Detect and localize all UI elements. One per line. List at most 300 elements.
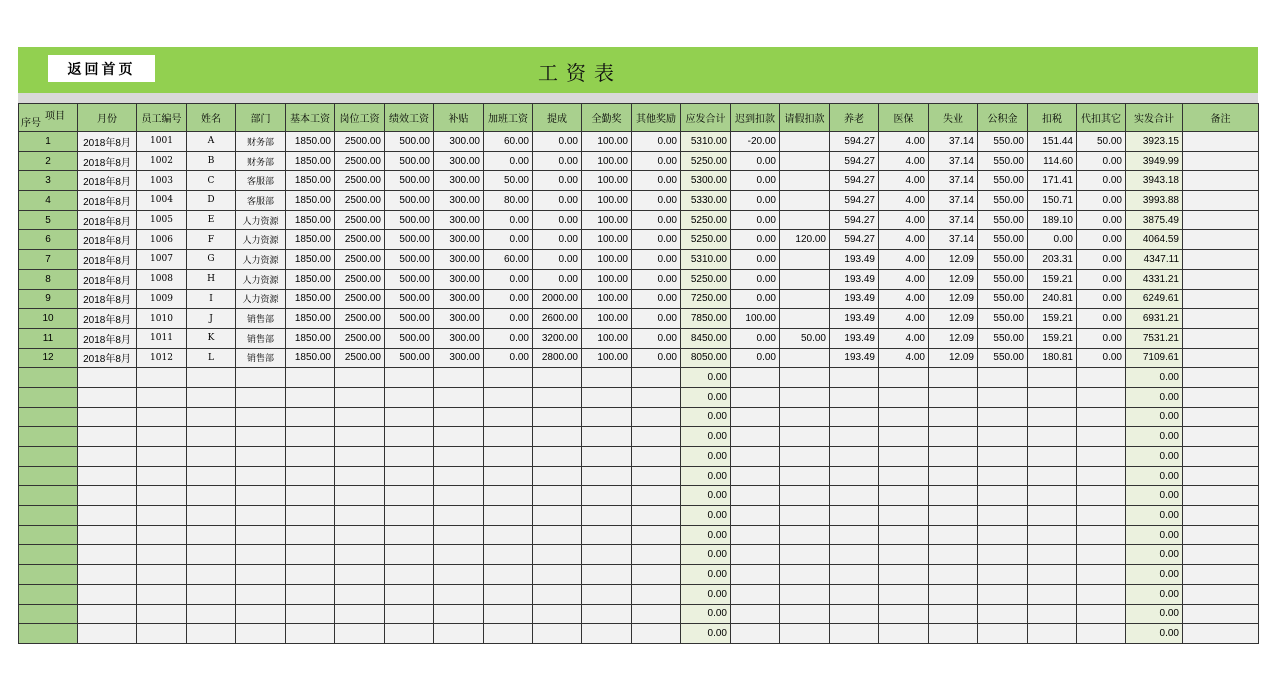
- table-cell[interactable]: [879, 447, 929, 467]
- table-cell[interactable]: [929, 525, 978, 545]
- table-cell[interactable]: 5250.00: [681, 151, 731, 171]
- table-cell[interactable]: 0.00: [681, 545, 731, 565]
- table-cell[interactable]: 150.71: [1028, 191, 1077, 211]
- table-cell[interactable]: 500.00: [385, 289, 434, 309]
- table-cell[interactable]: [830, 565, 879, 585]
- table-cell[interactable]: [929, 506, 978, 526]
- table-cell[interactable]: [187, 525, 236, 545]
- table-cell[interactable]: 193.49: [830, 328, 879, 348]
- table-cell[interactable]: 5250.00: [681, 230, 731, 250]
- table-cell[interactable]: 100.00: [731, 309, 780, 329]
- table-cell[interactable]: [830, 545, 879, 565]
- table-cell[interactable]: [929, 545, 978, 565]
- table-cell[interactable]: [1183, 525, 1259, 545]
- table-cell[interactable]: 3875.49: [1126, 210, 1183, 230]
- table-cell[interactable]: [830, 387, 879, 407]
- table-cell[interactable]: 0.00: [533, 171, 582, 191]
- table-cell[interactable]: [929, 447, 978, 467]
- table-cell[interactable]: [879, 545, 929, 565]
- table-cell[interactable]: [137, 466, 187, 486]
- table-cell[interactable]: [978, 427, 1028, 447]
- table-cell[interactable]: 0.00: [1077, 269, 1126, 289]
- table-cell[interactable]: [879, 486, 929, 506]
- table-cell[interactable]: 50.00: [1077, 132, 1126, 152]
- table-cell[interactable]: 80.00: [484, 191, 533, 211]
- table-cell[interactable]: 8: [19, 269, 78, 289]
- table-cell[interactable]: [582, 506, 632, 526]
- table-cell[interactable]: [1183, 289, 1259, 309]
- table-cell[interactable]: K: [187, 328, 236, 348]
- table-cell[interactable]: [780, 151, 830, 171]
- table-cell[interactable]: 550.00: [978, 250, 1028, 270]
- table-cell[interactable]: [929, 604, 978, 624]
- table-cell[interactable]: [830, 604, 879, 624]
- table-cell[interactable]: [484, 407, 533, 427]
- table-cell[interactable]: [236, 466, 286, 486]
- column-header[interactable]: 提成: [533, 104, 582, 132]
- table-cell[interactable]: [335, 545, 385, 565]
- table-cell[interactable]: [434, 545, 484, 565]
- table-cell[interactable]: 0.00: [533, 151, 582, 171]
- table-cell[interactable]: 4.00: [879, 132, 929, 152]
- table-cell[interactable]: [1077, 486, 1126, 506]
- table-cell[interactable]: 1850.00: [286, 348, 335, 368]
- table-cell[interactable]: A: [187, 132, 236, 152]
- table-cell[interactable]: [879, 584, 929, 604]
- table-cell[interactable]: [632, 624, 681, 644]
- table-cell[interactable]: 0.00: [1077, 348, 1126, 368]
- table-cell[interactable]: 2018年8月: [78, 191, 137, 211]
- table-cell[interactable]: [187, 407, 236, 427]
- table-cell[interactable]: [286, 387, 335, 407]
- table-cell[interactable]: [434, 565, 484, 585]
- table-cell[interactable]: 500.00: [385, 191, 434, 211]
- table-cell[interactable]: 0.00: [632, 269, 681, 289]
- table-cell[interactable]: [137, 447, 187, 467]
- table-cell[interactable]: [286, 407, 335, 427]
- table-cell[interactable]: 0.00: [681, 624, 731, 644]
- table-cell[interactable]: 2500.00: [335, 230, 385, 250]
- column-header[interactable]: 迟到扣款: [731, 104, 780, 132]
- table-cell[interactable]: 4064.59: [1126, 230, 1183, 250]
- table-cell[interactable]: [78, 604, 137, 624]
- table-cell[interactable]: [286, 525, 335, 545]
- table-cell[interactable]: 2018年8月: [78, 309, 137, 329]
- table-cell[interactable]: 159.21: [1028, 328, 1077, 348]
- table-cell[interactable]: [632, 466, 681, 486]
- column-header[interactable]: 公积金: [978, 104, 1028, 132]
- table-cell[interactable]: 193.49: [830, 250, 879, 270]
- table-cell[interactable]: [335, 486, 385, 506]
- table-cell[interactable]: 2800.00: [533, 348, 582, 368]
- table-cell[interactable]: [780, 210, 830, 230]
- table-cell[interactable]: [137, 427, 187, 447]
- table-cell[interactable]: [286, 624, 335, 644]
- table-cell[interactable]: [1183, 230, 1259, 250]
- table-cell[interactable]: 0.00: [731, 191, 780, 211]
- table-cell[interactable]: [1077, 525, 1126, 545]
- table-cell[interactable]: 2018年8月: [78, 269, 137, 289]
- table-cell[interactable]: 8050.00: [681, 348, 731, 368]
- table-cell[interactable]: 3923.15: [1126, 132, 1183, 152]
- table-cell[interactable]: 5: [19, 210, 78, 230]
- table-cell[interactable]: [335, 525, 385, 545]
- table-cell[interactable]: [137, 525, 187, 545]
- table-cell[interactable]: 193.49: [830, 289, 879, 309]
- table-cell[interactable]: [1028, 624, 1077, 644]
- table-cell[interactable]: 300.00: [434, 328, 484, 348]
- table-cell[interactable]: [632, 407, 681, 427]
- table-cell[interactable]: [78, 447, 137, 467]
- table-cell[interactable]: 300.00: [434, 348, 484, 368]
- table-cell[interactable]: [484, 565, 533, 585]
- table-cell[interactable]: [1183, 387, 1259, 407]
- table-cell[interactable]: 550.00: [978, 230, 1028, 250]
- table-cell[interactable]: [484, 466, 533, 486]
- table-cell[interactable]: [780, 466, 830, 486]
- table-cell[interactable]: [780, 171, 830, 191]
- table-cell[interactable]: [236, 565, 286, 585]
- table-cell[interactable]: [137, 387, 187, 407]
- table-cell[interactable]: 0.00: [681, 466, 731, 486]
- table-cell[interactable]: [830, 486, 879, 506]
- column-header[interactable]: 应发合计: [681, 104, 731, 132]
- table-cell[interactable]: [1183, 328, 1259, 348]
- table-cell[interactable]: 0.00: [632, 289, 681, 309]
- table-cell[interactable]: [780, 486, 830, 506]
- table-cell[interactable]: 50.00: [780, 328, 830, 348]
- table-cell[interactable]: [780, 269, 830, 289]
- table-cell[interactable]: [830, 368, 879, 388]
- table-cell[interactable]: [335, 368, 385, 388]
- table-cell[interactable]: [533, 565, 582, 585]
- column-header[interactable]: 扣税: [1028, 104, 1077, 132]
- table-cell[interactable]: [632, 486, 681, 506]
- table-cell[interactable]: 0.00: [1126, 506, 1183, 526]
- table-cell[interactable]: 0.00: [681, 427, 731, 447]
- table-cell[interactable]: [1077, 584, 1126, 604]
- table-cell[interactable]: 50.00: [484, 171, 533, 191]
- table-cell[interactable]: [582, 545, 632, 565]
- table-cell[interactable]: [1183, 506, 1259, 526]
- table-cell[interactable]: 100.00: [582, 191, 632, 211]
- table-cell[interactable]: [978, 506, 1028, 526]
- table-cell[interactable]: 4.00: [879, 210, 929, 230]
- table-cell[interactable]: [385, 525, 434, 545]
- table-cell[interactable]: 1011: [137, 328, 187, 348]
- table-cell[interactable]: 11: [19, 328, 78, 348]
- table-cell[interactable]: 0.00: [1126, 545, 1183, 565]
- table-cell[interactable]: [879, 387, 929, 407]
- table-cell[interactable]: [187, 545, 236, 565]
- table-cell[interactable]: [19, 506, 78, 526]
- table-cell[interactable]: [632, 427, 681, 447]
- table-cell[interactable]: 0.00: [632, 309, 681, 329]
- table-cell[interactable]: [1183, 565, 1259, 585]
- table-cell[interactable]: [78, 368, 137, 388]
- table-cell[interactable]: 120.00: [780, 230, 830, 250]
- table-cell[interactable]: 2000.00: [533, 289, 582, 309]
- table-cell[interactable]: 1008: [137, 269, 187, 289]
- table-cell[interactable]: [780, 407, 830, 427]
- table-cell[interactable]: 594.27: [830, 230, 879, 250]
- table-cell[interactable]: 1004: [137, 191, 187, 211]
- table-cell[interactable]: [1077, 565, 1126, 585]
- table-cell[interactable]: [533, 427, 582, 447]
- table-cell[interactable]: [780, 427, 830, 447]
- table-cell[interactable]: 0.00: [632, 348, 681, 368]
- table-cell[interactable]: [780, 506, 830, 526]
- table-cell[interactable]: [434, 368, 484, 388]
- table-cell[interactable]: [1183, 427, 1259, 447]
- table-cell[interactable]: [582, 368, 632, 388]
- table-cell[interactable]: [731, 387, 780, 407]
- table-cell[interactable]: [484, 387, 533, 407]
- table-cell[interactable]: [731, 447, 780, 467]
- table-cell[interactable]: 2018年8月: [78, 230, 137, 250]
- table-cell[interactable]: 人力资源: [236, 210, 286, 230]
- column-header[interactable]: 全勤奖: [582, 104, 632, 132]
- table-cell[interactable]: [1077, 387, 1126, 407]
- table-cell[interactable]: [434, 387, 484, 407]
- column-header[interactable]: 备注: [1183, 104, 1259, 132]
- table-cell[interactable]: 1850.00: [286, 250, 335, 270]
- table-cell[interactable]: 销售部: [236, 328, 286, 348]
- table-cell[interactable]: [533, 486, 582, 506]
- table-cell[interactable]: 4.00: [879, 151, 929, 171]
- table-cell[interactable]: [533, 624, 582, 644]
- table-cell[interactable]: 0.00: [632, 250, 681, 270]
- table-cell[interactable]: 4.00: [879, 269, 929, 289]
- table-cell[interactable]: 240.81: [1028, 289, 1077, 309]
- column-header[interactable]: 补贴: [434, 104, 484, 132]
- table-cell[interactable]: 0.00: [484, 289, 533, 309]
- table-cell[interactable]: 0.00: [632, 191, 681, 211]
- table-cell[interactable]: [1183, 269, 1259, 289]
- table-cell[interactable]: [533, 368, 582, 388]
- table-cell[interactable]: 594.27: [830, 191, 879, 211]
- table-cell[interactable]: [929, 486, 978, 506]
- table-cell[interactable]: 0.00: [1126, 368, 1183, 388]
- column-header[interactable]: 月份: [78, 104, 137, 132]
- table-cell[interactable]: [1028, 427, 1077, 447]
- table-cell[interactable]: [19, 368, 78, 388]
- table-cell[interactable]: [1183, 191, 1259, 211]
- table-cell[interactable]: 0.00: [681, 506, 731, 526]
- table-cell[interactable]: [879, 604, 929, 624]
- table-cell[interactable]: 193.49: [830, 309, 879, 329]
- table-cell[interactable]: 300.00: [434, 151, 484, 171]
- table-cell[interactable]: 12.09: [929, 309, 978, 329]
- table-cell[interactable]: 300.00: [434, 309, 484, 329]
- table-cell[interactable]: [78, 525, 137, 545]
- table-cell[interactable]: [632, 447, 681, 467]
- table-cell[interactable]: [632, 525, 681, 545]
- table-cell[interactable]: [335, 427, 385, 447]
- table-cell[interactable]: 4: [19, 191, 78, 211]
- table-cell[interactable]: [484, 584, 533, 604]
- table-cell[interactable]: [434, 447, 484, 467]
- table-cell[interactable]: [236, 427, 286, 447]
- table-cell[interactable]: [1028, 545, 1077, 565]
- table-cell[interactable]: [731, 407, 780, 427]
- table-cell[interactable]: 300.00: [434, 250, 484, 270]
- table-cell[interactable]: [335, 407, 385, 427]
- table-cell[interactable]: [533, 584, 582, 604]
- table-cell[interactable]: [286, 368, 335, 388]
- table-cell[interactable]: [780, 624, 830, 644]
- table-cell[interactable]: [187, 486, 236, 506]
- table-cell[interactable]: [1183, 624, 1259, 644]
- table-cell[interactable]: [484, 604, 533, 624]
- table-cell[interactable]: [780, 565, 830, 585]
- table-cell[interactable]: [830, 407, 879, 427]
- table-cell[interactable]: [780, 447, 830, 467]
- table-cell[interactable]: 0.00: [731, 210, 780, 230]
- table-cell[interactable]: [484, 427, 533, 447]
- table-cell[interactable]: 37.14: [929, 151, 978, 171]
- table-cell[interactable]: [582, 604, 632, 624]
- table-cell[interactable]: [1183, 368, 1259, 388]
- table-cell[interactable]: 0.00: [1028, 230, 1077, 250]
- table-cell[interactable]: 4.00: [879, 328, 929, 348]
- table-cell[interactable]: 0.00: [1077, 328, 1126, 348]
- table-cell[interactable]: 2500.00: [335, 269, 385, 289]
- table-cell[interactable]: [187, 387, 236, 407]
- table-cell[interactable]: 100.00: [582, 151, 632, 171]
- table-cell[interactable]: 5250.00: [681, 210, 731, 230]
- table-cell[interactable]: 0.00: [484, 151, 533, 171]
- table-cell[interactable]: 37.14: [929, 132, 978, 152]
- table-cell[interactable]: [19, 427, 78, 447]
- table-cell[interactable]: 0.00: [681, 447, 731, 467]
- table-cell[interactable]: [1077, 624, 1126, 644]
- table-cell[interactable]: [19, 407, 78, 427]
- table-cell[interactable]: 594.27: [830, 210, 879, 230]
- table-cell[interactable]: [19, 525, 78, 545]
- table-cell[interactable]: 550.00: [978, 171, 1028, 191]
- table-cell[interactable]: [1183, 348, 1259, 368]
- table-cell[interactable]: 2500.00: [335, 309, 385, 329]
- table-cell[interactable]: 客服部: [236, 171, 286, 191]
- table-cell[interactable]: [286, 565, 335, 585]
- table-cell[interactable]: 193.49: [830, 348, 879, 368]
- table-cell[interactable]: 114.60: [1028, 151, 1077, 171]
- table-cell[interactable]: 100.00: [582, 289, 632, 309]
- table-cell[interactable]: [78, 506, 137, 526]
- table-cell[interactable]: [286, 447, 335, 467]
- table-cell[interactable]: 0.00: [632, 210, 681, 230]
- table-cell[interactable]: 财务部: [236, 151, 286, 171]
- table-cell[interactable]: 2018年8月: [78, 210, 137, 230]
- table-cell[interactable]: 7: [19, 250, 78, 270]
- table-cell[interactable]: 财务部: [236, 132, 286, 152]
- table-cell[interactable]: [731, 525, 780, 545]
- table-cell[interactable]: [286, 584, 335, 604]
- table-cell[interactable]: [385, 447, 434, 467]
- table-cell[interactable]: 0.00: [632, 230, 681, 250]
- table-cell[interactable]: 0.00: [731, 269, 780, 289]
- table-cell[interactable]: 300.00: [434, 269, 484, 289]
- table-cell[interactable]: [978, 604, 1028, 624]
- table-cell[interactable]: 1002: [137, 151, 187, 171]
- table-cell[interactable]: [731, 584, 780, 604]
- table-cell[interactable]: 12.09: [929, 250, 978, 270]
- table-cell[interactable]: 1850.00: [286, 132, 335, 152]
- table-cell[interactable]: [830, 466, 879, 486]
- table-cell[interactable]: [533, 604, 582, 624]
- table-cell[interactable]: 5300.00: [681, 171, 731, 191]
- table-cell[interactable]: 100.00: [582, 210, 632, 230]
- table-cell[interactable]: 6931.21: [1126, 309, 1183, 329]
- table-cell[interactable]: [929, 565, 978, 585]
- table-cell[interactable]: [731, 624, 780, 644]
- table-cell[interactable]: [484, 486, 533, 506]
- table-cell[interactable]: 193.49: [830, 269, 879, 289]
- table-cell[interactable]: [1183, 486, 1259, 506]
- table-cell[interactable]: 2018年8月: [78, 151, 137, 171]
- table-cell[interactable]: [780, 348, 830, 368]
- table-cell[interactable]: 0.00: [533, 191, 582, 211]
- table-cell[interactable]: [879, 427, 929, 447]
- table-cell[interactable]: [335, 447, 385, 467]
- table-cell[interactable]: [879, 368, 929, 388]
- table-cell[interactable]: [286, 466, 335, 486]
- table-cell[interactable]: 2500.00: [335, 171, 385, 191]
- table-cell[interactable]: [1028, 506, 1077, 526]
- table-cell[interactable]: 500.00: [385, 309, 434, 329]
- table-cell[interactable]: 2018年8月: [78, 328, 137, 348]
- table-cell[interactable]: 1850.00: [286, 230, 335, 250]
- table-cell[interactable]: [187, 466, 236, 486]
- table-cell[interactable]: [830, 584, 879, 604]
- table-cell[interactable]: 2600.00: [533, 309, 582, 329]
- table-cell[interactable]: [137, 624, 187, 644]
- table-cell[interactable]: 5310.00: [681, 132, 731, 152]
- table-cell[interactable]: [582, 486, 632, 506]
- table-cell[interactable]: [484, 545, 533, 565]
- table-cell[interactable]: [632, 584, 681, 604]
- table-cell[interactable]: 0.00: [1126, 486, 1183, 506]
- table-cell[interactable]: 0.00: [1126, 565, 1183, 585]
- table-cell[interactable]: 100.00: [582, 309, 632, 329]
- table-cell[interactable]: [582, 447, 632, 467]
- table-cell[interactable]: 4.00: [879, 191, 929, 211]
- table-cell[interactable]: [1077, 447, 1126, 467]
- table-cell[interactable]: [335, 624, 385, 644]
- table-cell[interactable]: [582, 565, 632, 585]
- table-cell[interactable]: [632, 565, 681, 585]
- table-cell[interactable]: [335, 387, 385, 407]
- table-cell[interactable]: [19, 584, 78, 604]
- table-cell[interactable]: 12.09: [929, 289, 978, 309]
- table-cell[interactable]: 10: [19, 309, 78, 329]
- table-cell[interactable]: [879, 624, 929, 644]
- table-cell[interactable]: 100.00: [582, 230, 632, 250]
- table-cell[interactable]: [286, 545, 335, 565]
- table-cell[interactable]: [286, 486, 335, 506]
- table-cell[interactable]: [187, 368, 236, 388]
- table-cell[interactable]: [978, 565, 1028, 585]
- table-cell[interactable]: 1850.00: [286, 151, 335, 171]
- table-cell[interactable]: [385, 427, 434, 447]
- table-cell[interactable]: [731, 545, 780, 565]
- column-header[interactable]: 其他奖励: [632, 104, 681, 132]
- table-cell[interactable]: [582, 466, 632, 486]
- table-cell[interactable]: [385, 506, 434, 526]
- table-cell[interactable]: 300.00: [434, 289, 484, 309]
- table-cell[interactable]: 4.00: [879, 289, 929, 309]
